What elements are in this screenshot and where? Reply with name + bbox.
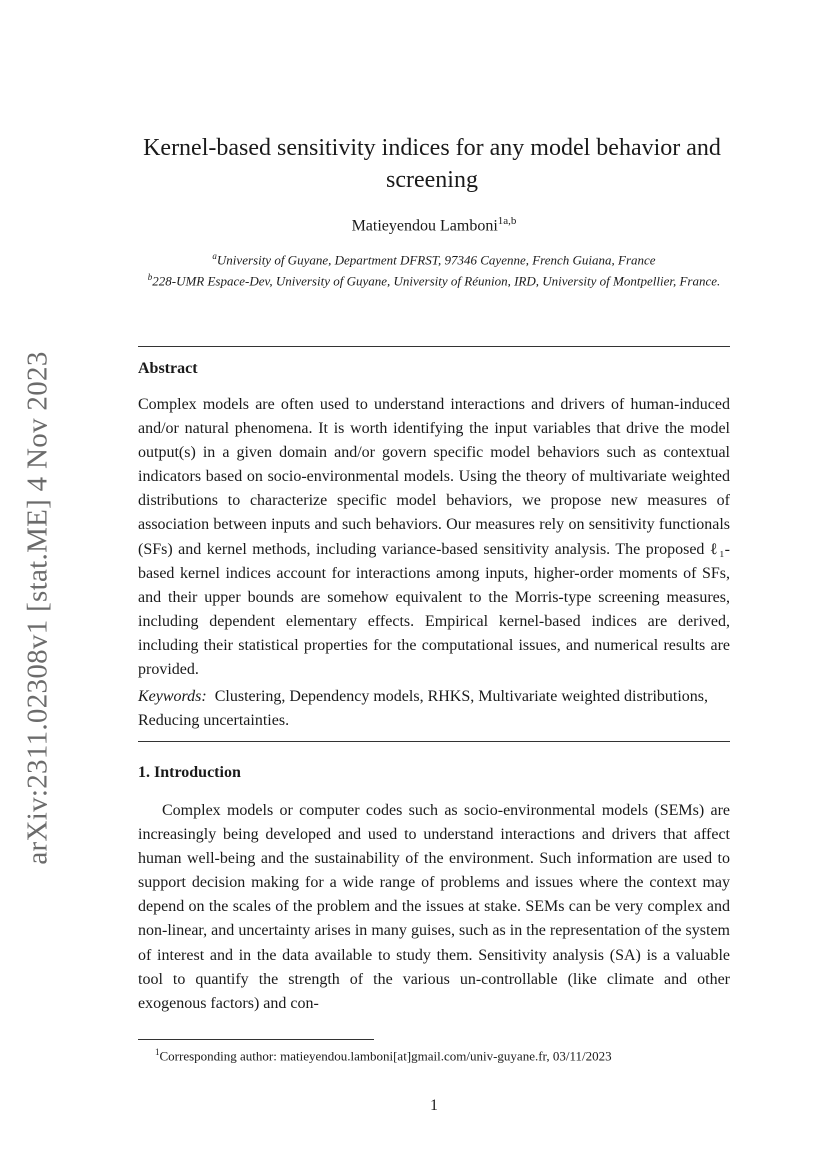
affiliation-mark: b [147,271,153,282]
arxiv-identifier-stamp: arXiv:2311.02308v1 [stat.ME] 4 Nov 2023 [21,351,54,865]
paper-title: Kernel-based sensitivity indices for any model behavior and screening [143,135,721,193]
abstract-heading: Abstract [138,360,198,377]
keywords-label: Keywords: [138,688,207,705]
affiliations [140,248,728,290]
footnote [138,1044,730,1064]
keywords [138,685,730,732]
keywords-list: Clustering, Dependency models, RHKS, Multivariate weighted distributions, Reducing uncertainties. [138,688,708,729]
footnote-text: Corresponding author: matieyendou.lamboni[at]gmail.com/univ-guyane.fr, 03/11/2023 [159,1048,612,1064]
author-affiliation-marks: 1a,b [497,215,517,227]
affiliation-mark: a [212,251,217,261]
affiliation-text: University of Guyane, Department DFRST, 97346 Cayenne, French Guiana, France [216,252,656,268]
footnote-rule [138,1039,374,1040]
affiliation-b [140,269,728,290]
abstract-top-rule [138,346,730,347]
author-name: Matieyendou Lamboni [351,217,498,235]
affiliation-text: 228-UMR Espace-Dev, University of Guyane, University of Réunion, IRD, University of Montpellier, France. [152,273,721,289]
affiliation-a [140,248,728,269]
author-line [0,215,828,235]
abstract-bottom-rule [138,741,730,742]
footnote-mark: 1 [155,1047,160,1057]
section-heading-introduction: 1. Introduction [138,764,241,781]
page-number: 1 [430,1097,438,1114]
abstract-body: Complex models are often used to understand interactions and drivers of human-induced and/or natural phenomena. It is worth identifying the input variables that drive the model output(s) in a given domain and/or govern specific model behaviors such as contextual indicators based on socio-environmental models. Using the theory of multivariate weighted distributions to characterize specific model behaviors, we propose new measures of association between inputs and such behaviors. Our measures rely on sensitivity functionals (SFs) and kernel methods, including variance-based sensitivity analysis. The proposed ℓ₁-based kernel indices account for interactions among inputs, higher-order moments of SFs, and their upper bounds are somehow equivalent to the Morris-type screening measures, including dependent elementary effects. Empirical kernel-based indices are derived, including their statistical properties for the computational issues, and numerical results are provided. [138,396,730,679]
introduction-paragraph: Complex models or computer codes such as socio-environmental models (SEMs) are increasingly being developed and used to understand interactions and drivers that affect human well-being and the sustainability of the environment. Such information are used to support decision making for a wide range of problems and issues where the context may depend on the scales of the problem and the issues at stake. SEMs can be very complex and non-linear, and uncertainty arises in many guises, such as in the representation of the system of interest and in the data available to study them. Sensitivity analysis (SA) is a valuable tool to quantify the strength of the various un-controllable (like climate and other exogenous factors) and con- [138,802,730,1012]
